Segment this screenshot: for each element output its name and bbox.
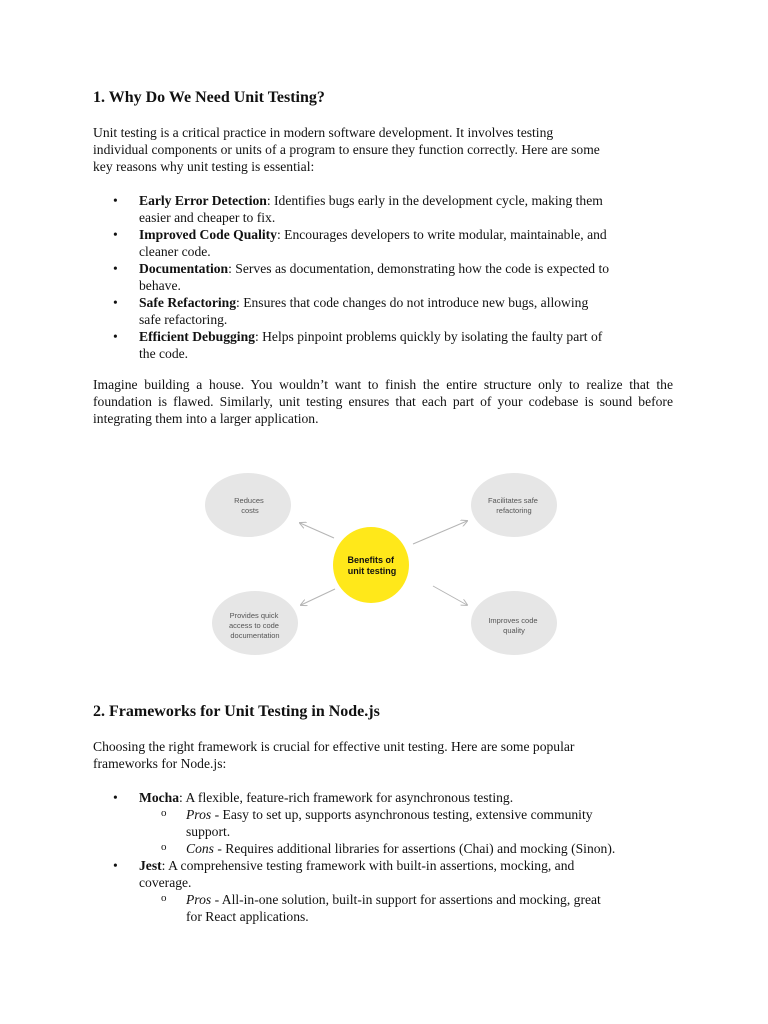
center-label: Benefits of unit testing — [347, 555, 397, 576]
list-item: o Cons - Requires additional libraries for assertions (Chai) and mocking (Sinon). — [93, 840, 675, 857]
intro-paragraph: Unit testing is a critical practice in modern software development. It involves testing individual components or units of a program to ensure they function correctly. Here are some key reasons why unit testing is essential: — [93, 125, 600, 174]
safe-refactoring-label: Facilitates safe refactoring — [487, 496, 538, 515]
analogy-paragraph: Imagine building a house. You wouldn’t want to finish the entire structure only to realize that the foundation is flawed. Similarly, unit testing ensures that each part of your codebase is sound before integrating them into a larger application. — [93, 377, 673, 426]
benefits-diagram — [205, 468, 565, 663]
reasons-list — [93, 192, 675, 362]
list-item: • Safe Refactoring: Ensures that code changes do not introduce new bugs, allowing safe refactoring. — [93, 294, 675, 328]
code-quality-label: Improves code quality — [488, 616, 538, 635]
frameworks-intro-paragraph: Choosing the right framework is crucial for effective unit testing. Here are some popular frameworks for Node.js: — [93, 739, 575, 771]
list-item: • Efficient Debugging: Helps pinpoint problems quickly by isolating the faulty part of the code. — [93, 328, 675, 362]
list-item: • Early Error Detection: Identifies bugs early in the development cycle, making them easier and cheaper to fix. — [93, 192, 675, 226]
jest-points — [93, 891, 675, 925]
frameworks-list-jest — [93, 857, 675, 891]
list-item: • Documentation: Serves as documentation, demonstrating how the code is expected to behave. — [93, 260, 675, 294]
arrow-to-code-quality — [433, 586, 467, 605]
list-item: o Pros - Easy to set up, supports asynchronous testing, extensive community support. — [93, 806, 675, 840]
frameworks-list — [93, 789, 675, 806]
arrow-to-safe-refactoring — [413, 521, 467, 544]
code-documentation-label: Provides quick access to code documentation — [228, 611, 280, 640]
list-item: • Jest: A comprehensive testing framework with built-in assertions, mocking, and coverage. — [93, 857, 675, 891]
list-item: • Improved Code Quality: Encourages developers to write modular, maintainable, and cleaner code. — [93, 226, 675, 260]
arrow-to-code-documentation — [301, 589, 335, 605]
arrow-to-reduces-costs — [300, 523, 334, 538]
reduces-costs-label: Reduces costs — [234, 496, 264, 515]
list-item: • Mocha: A flexible, feature-rich framework for asynchronous testing. — [93, 789, 675, 806]
benefit-bubble-reduces-costs — [205, 473, 291, 537]
mocha-points — [93, 806, 675, 857]
benefits-center-bubble — [333, 527, 409, 603]
list-item: o Pros - All-in-one solution, built-in support for assertions and mocking, great for React applications. — [93, 891, 675, 925]
section-heading-why-unit-testing: 1. Why Do We Need Unit Testing? — [93, 89, 325, 106]
section-heading-frameworks: 2. Frameworks for Unit Testing in Node.js — [93, 703, 380, 720]
benefit-bubble-safe-refactoring — [471, 473, 557, 537]
